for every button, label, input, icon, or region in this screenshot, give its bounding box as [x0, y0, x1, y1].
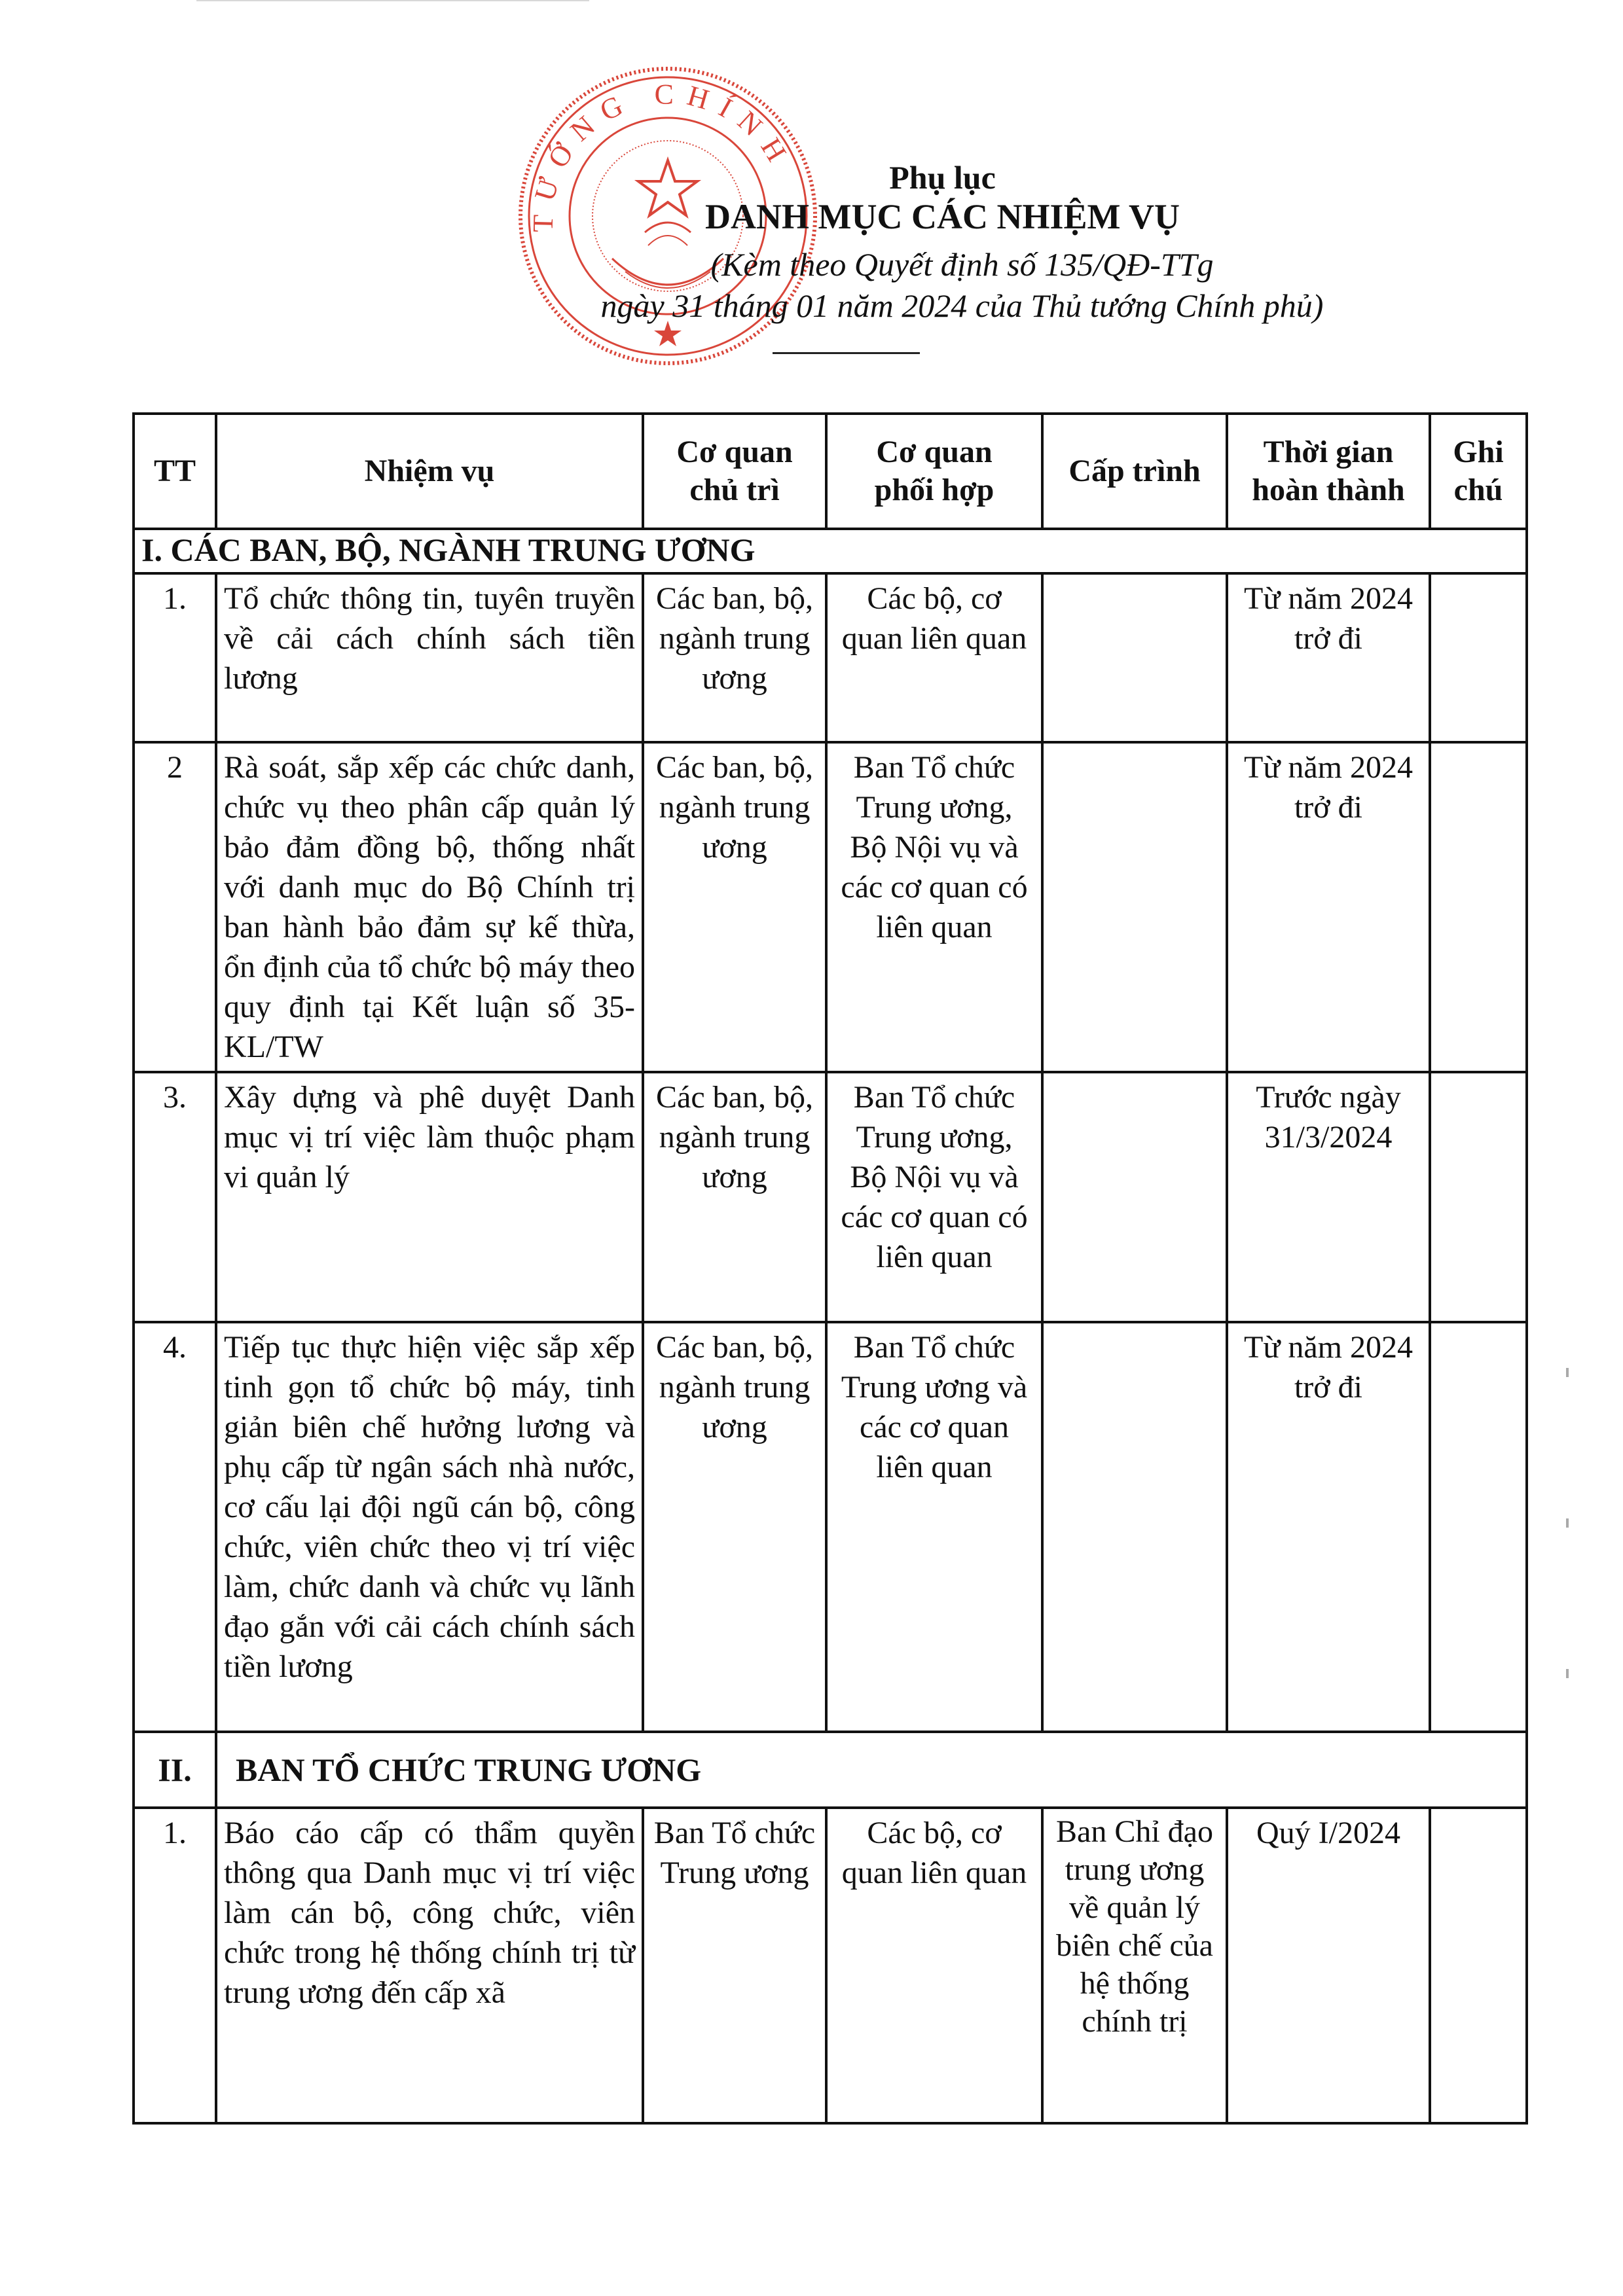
- table-row: [134, 1322, 1527, 1732]
- table-row: [134, 1072, 1527, 1322]
- cell-task: Tổ chức thông tin, tuyên truyền về cải cách chính sách tiền lương: [216, 573, 643, 742]
- document-subtitle-line1: (Kèm theo Quyết định số 135/QĐ-TTg: [710, 246, 1214, 283]
- cell-deadline: Trước ngày 31/3/2024: [1227, 1072, 1430, 1322]
- cell-deadline: Từ năm 2024 trở đi: [1227, 1322, 1430, 1732]
- cell-coordinating-agency: Các bộ, cơ quan liên quan: [826, 1808, 1042, 2123]
- cell-task: Xây dựng và phê duyệt Danh mục vị trí việc làm thuộc phạm vi quản lý: [216, 1072, 643, 1322]
- table-header-row: [134, 414, 1527, 529]
- cell-tt: 3.: [134, 1072, 216, 1322]
- cell-lead-agency: Các ban, bộ, ngành trung ương: [643, 1072, 826, 1322]
- section-number: II.: [134, 1732, 216, 1808]
- cell-deadline: Từ năm 2024 trở đi: [1227, 742, 1430, 1072]
- cell-coordinating-agency: Ban Tổ chức Trung ương, Bộ Nội vụ và các cơ quan có liên quan: [826, 742, 1042, 1072]
- table-row: [134, 1808, 1527, 2123]
- header-note: Ghi chú: [1430, 414, 1527, 529]
- scan-artifact: [1566, 1518, 1569, 1528]
- section-title: I. CÁC BAN, BỘ, NGÀNH TRUNG ƯƠNG: [134, 529, 1527, 573]
- cell-coordinating-agency: Ban Tổ chức Trung ương, Bộ Nội vụ và các cơ quan có liên quan: [826, 1072, 1042, 1322]
- cell-tt: 1.: [134, 1808, 216, 2123]
- header-submit-level: Cấp trình: [1042, 414, 1227, 529]
- header-tt: TT: [134, 414, 216, 529]
- cell-coordinating-agency: Các bộ, cơ quan liên quan: [826, 573, 1042, 742]
- header-lead-agency: Cơ quan chủ trì: [643, 414, 826, 529]
- cell-lead-agency: Các ban, bộ, ngành trung ương: [643, 1322, 826, 1732]
- cell-note: [1430, 1072, 1527, 1322]
- cell-task: Tiếp tục thực hiện việc sắp xếp tinh gọn tổ chức bộ máy, tinh giản biên chế hưởng lương và phụ cấp từ ngân sách nhà nước, cơ cấu lại đội ngũ cán bộ, công chức, viên chức theo vị trí việc làm, chức danh và chức vụ lãnh đạo gắn với cải cách chính sách tiền lương: [216, 1322, 643, 1732]
- cell-task: Báo cáo cấp có thẩm quyền thông qua Danh mục vị trí việc làm cán bộ, công chức, viên chức trong hệ thống chính trị từ trung ương đến cấp xã: [216, 1808, 643, 2123]
- cell-submit-level: [1042, 1072, 1227, 1322]
- cell-note: [1430, 1322, 1527, 1732]
- seal-text: TƯỚNG CHÍNH: [526, 78, 799, 233]
- header-coordinating-agency: Cơ quan phối hợp: [826, 414, 1042, 529]
- cell-deadline: Quý I/2024: [1227, 1808, 1430, 2123]
- cell-tt: 1.: [134, 573, 216, 742]
- cell-tt: 2: [134, 742, 216, 1072]
- cell-note: [1430, 573, 1527, 742]
- task-table: [132, 412, 1528, 2125]
- heading-divider: [773, 352, 920, 354]
- cell-submit-level: Ban Chỉ đạo trung ương về quản lý biên chế của hệ thống chính trị: [1042, 1808, 1227, 2123]
- section-row: [134, 529, 1527, 573]
- header-task: Nhiệm vụ: [216, 414, 643, 529]
- scan-artifact: [1566, 1669, 1569, 1678]
- document-title: DANH MỤC CÁC NHIỆM VỤ: [705, 197, 1180, 236]
- cell-submit-level: [1042, 742, 1227, 1072]
- cell-coordinating-agency: Ban Tổ chức Trung ương và các cơ quan liên quan: [826, 1322, 1042, 1732]
- cell-lead-agency: Các ban, bộ, ngành trung ương: [643, 742, 826, 1072]
- cell-note: [1430, 742, 1527, 1072]
- appendix-label: Phụ lục: [889, 159, 996, 196]
- cell-submit-level: [1042, 1322, 1227, 1732]
- table-row: [134, 573, 1527, 742]
- cell-deadline: Từ năm 2024 trở đi: [1227, 573, 1430, 742]
- cell-lead-agency: Ban Tổ chức Trung ương: [643, 1808, 826, 2123]
- cell-tt: 4.: [134, 1322, 216, 1732]
- document-subtitle-line2: ngày 31 tháng 01 năm 2024 của Thủ tướng Chính phủ): [600, 287, 1324, 324]
- section-title: BAN TỔ CHỨC TRUNG ƯƠNG: [216, 1732, 1527, 1808]
- header-deadline: Thời gian hoàn thành: [1227, 414, 1430, 529]
- table-row: [134, 742, 1527, 1072]
- section-row: [134, 1732, 1527, 1808]
- scan-edge-line: [196, 0, 589, 1]
- cell-submit-level: [1042, 573, 1227, 742]
- cell-task: Rà soát, sắp xếp các chức danh, chức vụ theo phân cấp quản lý bảo đảm đồng bộ, thống nhất với danh mục do Bộ Chính trị ban hành bảo đảm sự kế thừa, ổn định của tổ chức bộ máy theo quy định tại Kết luận số 35-KL/TW: [216, 742, 643, 1072]
- cell-note: [1430, 1808, 1527, 2123]
- cell-lead-agency: Các ban, bộ, ngành trung ương: [643, 573, 826, 742]
- scan-artifact: [1566, 1368, 1569, 1377]
